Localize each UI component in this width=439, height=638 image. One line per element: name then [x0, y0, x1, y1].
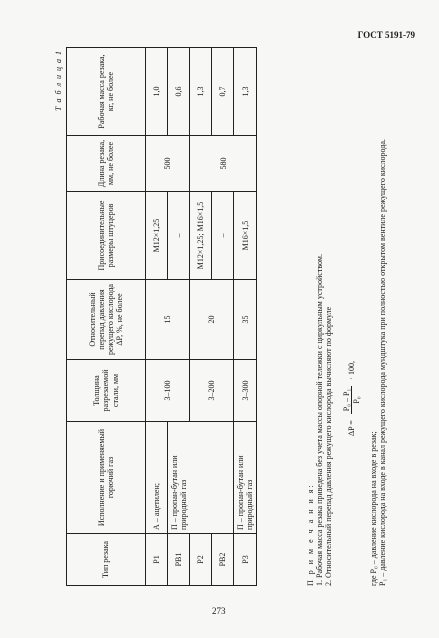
- cell-execution: П – пропан-бутан или природный газ: [168, 422, 234, 534]
- cell-pressure: 15: [146, 280, 190, 360]
- cell-fittings: М12×1,25: [146, 192, 168, 280]
- notes-title: П р и м е ч а н и я:: [306, 483, 315, 586]
- cell-thickness: 3–300: [234, 360, 257, 422]
- cell-type: Р3: [234, 534, 257, 586]
- rotated-content: [48, 44, 418, 592]
- col-header-execution: Исполнение и применяемый горючий газ: [67, 422, 146, 534]
- cell-length: 580: [190, 136, 257, 192]
- cell-fittings: М12×1,25; М16×1,5: [190, 192, 212, 280]
- cell-type: РВ2: [212, 534, 234, 586]
- legend-item: P₁ – давление кислорода на входе в канал режущего кислорода мундштука при полностью открытом вентиле режущего кислорода.: [378, 139, 388, 586]
- legend-item: где P₀ – давление кислорода на входе в резак;: [368, 431, 378, 586]
- cell-pressure: 20: [190, 280, 234, 360]
- cutter-specs-table: [66, 47, 257, 586]
- col-header-length: Длина резака, мм, не более: [67, 136, 146, 192]
- cell-execution: А – ацетилен;: [146, 422, 168, 534]
- cell-type: Р1: [146, 534, 168, 586]
- cell-mass: 1,0: [146, 48, 168, 136]
- table-header-row: [67, 48, 146, 586]
- cell-thickness: 3–100: [146, 360, 190, 422]
- cell-mass: 0,6: [168, 48, 190, 136]
- cell-type: Р2: [190, 534, 212, 586]
- cell-mass: 1,3: [234, 48, 257, 136]
- note-item: 2. Относительный перепад давления режущего кислорода вычисляют по формуле: [324, 306, 334, 586]
- cell-mass: 1,3: [190, 48, 212, 136]
- page-number: 273: [212, 606, 226, 616]
- cell-fittings: –: [168, 192, 190, 280]
- formula-denominator: P₀: [351, 396, 361, 404]
- table-row: [146, 48, 168, 586]
- formula-numerator: P₀ – P₁: [342, 386, 352, 414]
- col-header-thickness: Толщина разрезаемой стали, мм: [67, 360, 146, 422]
- formula-lhs: ΔP =: [346, 420, 356, 436]
- formula-fraction: [342, 386, 361, 414]
- cell-pressure: 35: [234, 280, 257, 360]
- cell-execution: П – пропан-бутан или природный газ: [234, 422, 257, 534]
- formula-tail: · 100,: [346, 361, 356, 380]
- col-header-pressure: Относительный перепад давления режущего кислорода ΔP, %, не более: [67, 280, 146, 360]
- table-row: [234, 48, 257, 586]
- standard-header: ГОСТ 5191-79: [357, 30, 415, 40]
- cell-thickness: 3–200: [190, 360, 234, 422]
- formula-legend: [369, 48, 387, 586]
- table-caption: Т а б л и ц а 1: [54, 50, 63, 111]
- col-header-mass: Рабочая масса резака, кг, не более: [67, 48, 146, 136]
- col-header-fittings: Присоединительные размеры штуцеров: [67, 192, 146, 280]
- cell-type: РВ1: [168, 534, 190, 586]
- pressure-drop-formula: [342, 48, 361, 436]
- cell-fittings: –: [212, 192, 234, 280]
- cell-length: 500: [146, 136, 190, 192]
- note-item: 1. Рабочая масса резака приведена без учета массы опорной тележки с циркульным устройством.: [315, 254, 325, 586]
- cell-mass: 0,7: [212, 48, 234, 136]
- cell-fittings: М16×1,5: [234, 192, 257, 280]
- table-notes: [306, 48, 387, 586]
- col-header-type: Тип резака: [67, 534, 146, 586]
